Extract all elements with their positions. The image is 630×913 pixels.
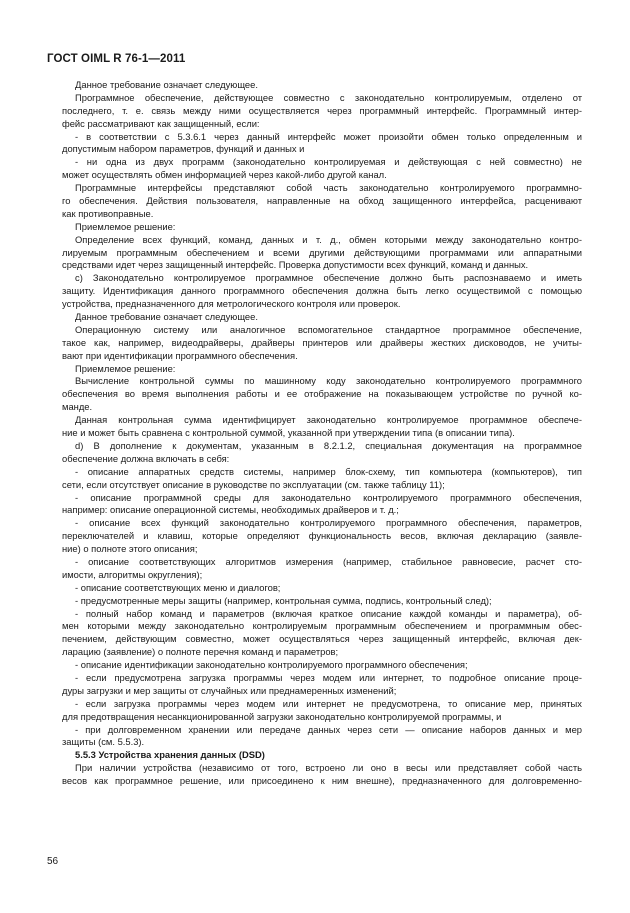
- text-line: обеспечение должна включать в себя:: [62, 452, 230, 464]
- text-line: Операционную систему или аналогичное вспомогательное стандартное программное обеспечение,: [75, 323, 582, 335]
- text-line: для предотвращения несанкционированной загрузки законодательно контролируемой программы, и: [62, 710, 502, 722]
- text-line: го обеспечения. Действия пользователя, направленные на обход защищенного интерфейса, расценивают: [62, 195, 582, 207]
- text-line: ларацию (заявление) о полноте перечня команд и параметров;: [62, 646, 339, 658]
- text-line: Определение всех функций, команд, данных и т. д., обмен которыми между законодательно контро-: [75, 233, 582, 245]
- text-line: сети, если отсутствует описание в руководстве по эксплуатации (см. также таблицу 11);: [62, 478, 445, 490]
- text-line: - описание идентификации законодательно контролируемого программного обеспечения;: [75, 659, 468, 671]
- text-line: - описание соответствующих меню и диалогов;: [75, 581, 281, 593]
- text-line: c) Законодательно контролируемое программное обеспечение должно быть распознаваемо и иметь: [75, 272, 582, 284]
- text-line: например: описание операционной системы, необходимых драйверов и т. д.;: [62, 504, 399, 516]
- text-line: обеспечения во время выполнения работы и ее отображение на показывающем устройстве по ручной ко-: [62, 388, 582, 400]
- text-line: имости, алгоритмы округления);: [62, 568, 203, 580]
- text-line: - ни одна из двух программ (законодательно контролируемая и действующая с ней совместно) не: [75, 156, 582, 168]
- text-line: - если предусмотрена загрузка программы через модем или интернет, то подробное описание проце-: [75, 671, 582, 683]
- text-line: переключателей и клавиш, которые определяют функциональность весов, включая декларацию (заявле-: [62, 530, 582, 542]
- text-line: - в соответствии с 5.3.6.1 через данный интерфейс может произойти обмен только определенным и: [75, 130, 582, 142]
- text-line: печением, действующим совместно, может осуществляться через защищенный интерфейс, включая дек-: [62, 633, 582, 645]
- text-line: Приемлемое решение:: [75, 220, 176, 232]
- text-line: - описание соответствующих алгоритмов измерения (например, стабильное равновесие, расчет сто-: [75, 555, 582, 567]
- text-line: защиту. Идентификация данного программного обеспечения должна быть легко осуществимой с помощью: [62, 285, 582, 297]
- text-line: защиты (см. 5.5.3).: [62, 736, 145, 748]
- text-line: - полный набор команд и параметров (включая краткое описание каждой команды и параметра), об-: [75, 607, 582, 619]
- text-line: весов как программное решение, или присоединено к ним внешне), предназначенного для долговременно-: [62, 775, 582, 787]
- document-header: ГОСТ OIML R 76-1—2011: [47, 53, 186, 65]
- text-line: d) В дополнение к документам, указанным в 8.2.1.2, специальная документация на программное: [75, 439, 582, 451]
- section-heading: 5.5.3 Устройства хранения данных (DSD): [75, 749, 265, 761]
- text-line: такое как, например, видеодрайверы, драйверы принтеров или драйверы жестких дисководов, не учиты-: [62, 336, 582, 348]
- text-line: манде.: [62, 401, 93, 413]
- text-line: Данное требование означает следующее.: [75, 311, 258, 323]
- text-line: как противоправные.: [62, 207, 154, 219]
- text-line: дуры загрузки и мер защиты от случайных или преднамеренных изменений;: [62, 684, 397, 696]
- document-body: [62, 79, 582, 788]
- text-line: средствами идет через защищенный интерфейс. Проверка допустимости всех функций, команд и данных.: [62, 259, 529, 271]
- text-line: Программное обеспечение, действующее совместно с законодательно контролируемым, отделено от: [75, 91, 582, 103]
- text-line: ние) о полноте этого описания;: [62, 543, 198, 555]
- text-line: Приемлемое решение:: [75, 362, 176, 374]
- text-line: фейс рассматривают как защищенный, если:: [62, 117, 260, 129]
- text-line: допустимым набором параметров, функций и данных и: [62, 143, 305, 155]
- text-line: вают при идентификации программного обеспечения.: [62, 349, 298, 361]
- text-line: лируемым программным обеспечением и всеми другими действующими программами или аппаратными: [62, 246, 582, 258]
- text-line: последнего, т. е. связь между ними осуществляется через программный интерфейс. Программный интер-: [62, 104, 582, 116]
- text-line: устройства, предназначенного для метрологического контроля или проверок.: [62, 298, 401, 310]
- page-number: 56: [47, 856, 59, 867]
- text-line: ние и может быть сравнена с контрольной суммой, указанной при утверждении типа (в описании типа).: [62, 427, 515, 439]
- text-line: - если загрузка программы через модем или интернет не предусмотрена, то описание мер, принятых: [75, 697, 582, 709]
- text-line: мен которыми между законодательно контролируемым программным обеспечением и программным обес-: [62, 620, 582, 632]
- text-line: Программные интерфейсы представляют собой часть законодательно контролируемого программно-: [75, 182, 582, 194]
- text-line: - описание программной среды для законодательно контролируемого программного обеспечения,: [75, 491, 582, 503]
- text-line: - описание всех функций законодательно контролируемого программного обеспечения, параметров,: [75, 517, 582, 529]
- text-line: - предусмотренные меры защиты (например, контрольная сумма, подпись, контрольный след);: [75, 594, 492, 606]
- text-line: При наличии устройства (независимо от того, встроено ли оно в весы или представляет собой часть: [75, 762, 582, 774]
- text-line: Данное требование означает следующее.: [75, 79, 258, 90]
- text-line: Данная контрольная сумма идентифицирует законодательно контролируемое программное обеспече-: [75, 414, 582, 426]
- text-line: - описание аппаратных средств системы, например блок-схему, тип компьютера (компьютеров), тип: [75, 465, 582, 477]
- text-line: - при долговременном хранении или передаче данных через сети — описание наборов данных и мер: [75, 723, 582, 735]
- text-line: может осуществлять обмен информацией через какой-либо другой канал.: [62, 169, 387, 181]
- text-line: Вычисление контрольной суммы по машинному коду законодательно контролируемого программного: [75, 375, 582, 387]
